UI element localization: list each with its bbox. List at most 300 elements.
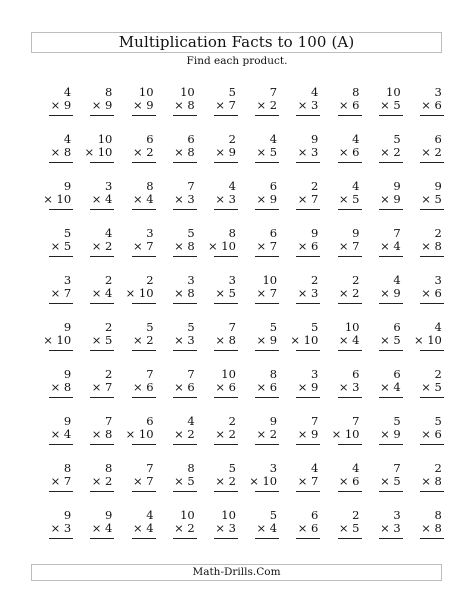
problem xyxy=(242,180,283,227)
answer-line xyxy=(420,538,444,539)
problem-multiplier: × 10 xyxy=(208,239,236,253)
answer-line xyxy=(132,538,156,539)
answer-line xyxy=(420,491,444,492)
problem-top-number: 2 xyxy=(352,273,360,287)
problem xyxy=(201,415,242,462)
answer-line xyxy=(173,303,197,304)
problem xyxy=(407,462,448,509)
problem-multiplier: × 9 xyxy=(215,145,236,159)
problem-multiplier: × 10 xyxy=(125,427,154,441)
answer-line xyxy=(214,303,238,304)
problem-multiplier: × 10 xyxy=(125,286,154,300)
answer-line xyxy=(420,115,444,116)
problem xyxy=(324,415,365,462)
problem-multiplier: × 9 xyxy=(50,98,72,112)
answer-line xyxy=(214,209,238,210)
problem-multiplier: × 2 xyxy=(256,427,278,441)
answer-line xyxy=(214,256,238,257)
problem xyxy=(242,509,283,556)
answer-line xyxy=(296,444,320,445)
answer-line xyxy=(420,303,444,304)
problem-top-number: 6 xyxy=(269,226,278,240)
problem-multiplier: × 2 xyxy=(256,98,278,112)
problem xyxy=(324,509,365,556)
problem-multiplier: × 2 xyxy=(174,427,195,441)
problem-top-number: 4 xyxy=(393,273,401,287)
problem-top-number: 3 xyxy=(393,508,401,522)
problem-multiplier: × 7 xyxy=(256,286,278,300)
answer-line xyxy=(379,538,403,539)
problem xyxy=(283,321,324,368)
problem xyxy=(324,368,365,415)
problem-top-number: 8 xyxy=(63,461,72,475)
problem-top-number: 4 xyxy=(352,132,360,146)
problem-top-number: 2 xyxy=(434,461,442,475)
problem-multiplier: × 4 xyxy=(338,333,360,347)
problem-multiplier: × 2 xyxy=(421,145,442,159)
problem xyxy=(77,180,118,227)
problem-multiplier: × 5 xyxy=(421,380,442,394)
problem-multiplier: × 5 xyxy=(50,239,72,253)
instructions: Find each product. xyxy=(186,55,288,67)
footer-brand: Math-Drills.Com xyxy=(192,566,281,579)
answer-line xyxy=(338,303,362,304)
answer-line xyxy=(296,538,320,539)
answer-line xyxy=(338,162,362,163)
answer-line xyxy=(338,397,362,398)
problem-multiplier: × 10 xyxy=(290,333,319,347)
problem-top-number: 5 xyxy=(269,320,278,334)
problem-top-number: 6 xyxy=(187,132,195,146)
problem-multiplier: × 5 xyxy=(91,333,113,347)
problem xyxy=(242,462,283,509)
problem xyxy=(77,227,118,274)
problem xyxy=(366,368,407,415)
problem-multiplier: × 5 xyxy=(338,192,360,206)
answer-line xyxy=(173,350,197,351)
problem-top-number: 6 xyxy=(146,414,154,428)
problem-top-number: 8 xyxy=(105,461,113,475)
answer-line xyxy=(338,115,362,116)
problem-top-number: 2 xyxy=(105,367,113,381)
problem xyxy=(201,86,242,133)
problem xyxy=(242,321,283,368)
problem-multiplier: × 3 xyxy=(174,333,195,347)
answer-line xyxy=(379,303,403,304)
problem-multiplier: × 5 xyxy=(380,98,401,112)
problem xyxy=(283,368,324,415)
answer-line xyxy=(255,397,279,398)
problem-top-number: 2 xyxy=(434,367,442,381)
answer-line xyxy=(132,115,156,116)
answer-line xyxy=(296,115,320,116)
problem-top-number: 5 xyxy=(63,226,72,240)
problem-multiplier: × 10 xyxy=(249,474,278,488)
problem-multiplier: × 6 xyxy=(297,521,319,535)
problem-top-number: 8 xyxy=(146,179,154,193)
problem-multiplier: × 10 xyxy=(43,333,72,347)
problem-multiplier: × 6 xyxy=(338,98,360,112)
problem xyxy=(324,133,365,180)
answer-line xyxy=(338,491,362,492)
problem-top-number: 7 xyxy=(310,414,319,428)
problem-multiplier: × 5 xyxy=(380,474,401,488)
answer-line xyxy=(132,209,156,210)
problem-multiplier: × 6 xyxy=(174,380,195,394)
problem xyxy=(118,86,159,133)
answer-line xyxy=(255,444,279,445)
problem-multiplier: × 2 xyxy=(132,333,154,347)
problem-multiplier: × 3 xyxy=(215,192,236,206)
problem-top-number: 9 xyxy=(352,226,360,240)
problem xyxy=(366,133,407,180)
problem-multiplier: × 7 xyxy=(50,474,72,488)
problem-multiplier: × 9 xyxy=(256,192,278,206)
answer-line xyxy=(90,444,114,445)
problem-top-number: 5 xyxy=(187,226,195,240)
problem-multiplier: × 3 xyxy=(174,192,195,206)
problem-multiplier: × 4 xyxy=(91,521,113,535)
problem xyxy=(160,321,201,368)
problem-top-number: 2 xyxy=(352,508,360,522)
answer-line xyxy=(90,491,114,492)
answer-line xyxy=(49,256,73,257)
problem-top-number: 8 xyxy=(434,508,442,522)
problem xyxy=(201,133,242,180)
problem-top-number: 9 xyxy=(63,320,72,334)
problem xyxy=(366,509,407,556)
problem xyxy=(283,133,324,180)
problem-multiplier: × 7 xyxy=(50,286,72,300)
problem xyxy=(118,368,159,415)
problem xyxy=(160,415,201,462)
problem-top-number: 5 xyxy=(146,320,154,334)
problem-top-number: 4 xyxy=(310,85,319,99)
answer-line xyxy=(214,491,238,492)
problem-top-number: 8 xyxy=(187,461,195,475)
problem xyxy=(160,509,201,556)
answer-line xyxy=(420,444,444,445)
problem-multiplier: × 9 xyxy=(380,192,401,206)
problem-multiplier: × 10 xyxy=(84,145,113,159)
problem-grid xyxy=(36,86,448,556)
problem-top-number: 9 xyxy=(63,414,72,428)
problem xyxy=(324,321,365,368)
answer-line xyxy=(90,303,114,304)
problem-multiplier: × 3 xyxy=(215,521,236,535)
problem-top-number: 10 xyxy=(138,85,154,99)
problem-multiplier: × 4 xyxy=(91,192,113,206)
problem xyxy=(36,462,77,509)
problem-top-number: 10 xyxy=(344,320,360,334)
problem xyxy=(118,462,159,509)
answer-line xyxy=(420,256,444,257)
answer-line xyxy=(420,350,444,351)
problem-top-number: 5 xyxy=(434,414,442,428)
problem-top-number: 3 xyxy=(187,273,195,287)
problem xyxy=(36,321,77,368)
problem xyxy=(324,462,365,509)
problem xyxy=(407,86,448,133)
problem-multiplier: × 4 xyxy=(380,380,401,394)
problem xyxy=(201,509,242,556)
answer-line xyxy=(49,162,73,163)
problem xyxy=(242,415,283,462)
problem-top-number: 6 xyxy=(434,132,442,146)
answer-line xyxy=(132,303,156,304)
problem-top-number: 3 xyxy=(105,179,113,193)
problem-top-number: 4 xyxy=(434,320,442,334)
answer-line xyxy=(173,538,197,539)
answer-line xyxy=(379,115,403,116)
problem-top-number: 5 xyxy=(393,414,401,428)
answer-line xyxy=(420,209,444,210)
problem-multiplier: × 10 xyxy=(413,333,442,347)
problem-multiplier: × 7 xyxy=(256,239,278,253)
problem-top-number: 5 xyxy=(228,461,236,475)
problem-multiplier: × 6 xyxy=(338,474,360,488)
answer-line xyxy=(49,303,73,304)
problem xyxy=(407,274,448,321)
problem xyxy=(242,133,283,180)
problem-top-number: 4 xyxy=(310,461,319,475)
problem xyxy=(160,227,201,274)
problem-top-number: 4 xyxy=(63,132,72,146)
problem xyxy=(407,133,448,180)
problem xyxy=(201,274,242,321)
problem-top-number: 9 xyxy=(105,508,113,522)
answer-line xyxy=(49,491,73,492)
answer-line xyxy=(173,444,197,445)
problem xyxy=(366,180,407,227)
problem xyxy=(407,509,448,556)
title-box xyxy=(31,32,442,53)
problem-top-number: 9 xyxy=(434,179,442,193)
problem-multiplier: × 3 xyxy=(297,98,319,112)
problem-multiplier: × 10 xyxy=(43,192,72,206)
problem-top-number: 2 xyxy=(105,273,113,287)
problem-multiplier: × 6 xyxy=(256,380,278,394)
answer-line xyxy=(173,209,197,210)
answer-line xyxy=(420,397,444,398)
problem-multiplier: × 9 xyxy=(297,380,319,394)
answer-line xyxy=(255,256,279,257)
problem-top-number: 9 xyxy=(63,508,72,522)
problem-multiplier: × 5 xyxy=(338,521,360,535)
problem-multiplier: × 8 xyxy=(174,98,195,112)
problem-multiplier: × 6 xyxy=(421,98,442,112)
problem xyxy=(324,274,365,321)
answer-line xyxy=(338,444,362,445)
problem xyxy=(366,274,407,321)
answer-line xyxy=(90,162,114,163)
problem-multiplier: × 5 xyxy=(380,333,401,347)
answer-line xyxy=(255,115,279,116)
answer-line xyxy=(173,115,197,116)
problem-top-number: 5 xyxy=(393,132,401,146)
answer-line xyxy=(173,491,197,492)
problem-multiplier: × 3 xyxy=(297,145,319,159)
answer-line xyxy=(296,491,320,492)
problem-top-number: 9 xyxy=(393,179,401,193)
problem xyxy=(36,133,77,180)
problem-top-number: 7 xyxy=(393,226,401,240)
problem-multiplier: × 9 xyxy=(380,286,401,300)
problem-top-number: 7 xyxy=(187,179,195,193)
answer-line xyxy=(132,397,156,398)
answer-line xyxy=(379,350,403,351)
problem xyxy=(242,86,283,133)
problem xyxy=(118,227,159,274)
problem-top-number: 8 xyxy=(105,85,113,99)
problem-multiplier: × 2 xyxy=(215,427,236,441)
problem-multiplier: × 6 xyxy=(338,145,360,159)
problem-multiplier: × 9 xyxy=(380,427,401,441)
answer-line xyxy=(255,491,279,492)
problem xyxy=(36,509,77,556)
problem xyxy=(36,227,77,274)
answer-line xyxy=(255,350,279,351)
problem-top-number: 5 xyxy=(269,508,278,522)
problem-multiplier: × 9 xyxy=(132,98,154,112)
problem xyxy=(407,227,448,274)
problem xyxy=(118,133,159,180)
problem-top-number: 6 xyxy=(310,508,319,522)
problem xyxy=(366,321,407,368)
problem xyxy=(407,415,448,462)
problem-top-number: 10 xyxy=(221,367,236,381)
problem-multiplier: × 9 xyxy=(91,98,113,112)
answer-line xyxy=(214,350,238,351)
problem-top-number: 7 xyxy=(146,367,154,381)
answer-line xyxy=(132,491,156,492)
problem-top-number: 3 xyxy=(310,367,319,381)
answer-line xyxy=(90,209,114,210)
problem-top-number: 2 xyxy=(228,132,236,146)
problem-multiplier: × 3 xyxy=(380,521,401,535)
problem xyxy=(283,227,324,274)
problem xyxy=(160,133,201,180)
problem-top-number: 10 xyxy=(97,132,113,146)
answer-line xyxy=(173,256,197,257)
problem-top-number: 8 xyxy=(352,85,360,99)
answer-line xyxy=(379,162,403,163)
answer-line xyxy=(338,209,362,210)
problem-multiplier: × 2 xyxy=(338,286,360,300)
problem xyxy=(77,509,118,556)
problem-multiplier: × 9 xyxy=(297,427,319,441)
problem xyxy=(201,462,242,509)
problem-top-number: 6 xyxy=(269,179,278,193)
problem xyxy=(118,415,159,462)
problem-multiplier: × 5 xyxy=(174,474,195,488)
problem-multiplier: × 8 xyxy=(421,521,442,535)
problem-top-number: 3 xyxy=(434,85,442,99)
problem-multiplier: × 8 xyxy=(421,474,442,488)
problem-top-number: 5 xyxy=(187,320,195,334)
problem-top-number: 3 xyxy=(434,273,442,287)
problem-top-number: 6 xyxy=(393,320,401,334)
problem-multiplier: × 4 xyxy=(380,239,401,253)
problem-top-number: 3 xyxy=(269,461,278,475)
problem-top-number: 10 xyxy=(221,508,236,522)
problem xyxy=(201,180,242,227)
problem-top-number: 7 xyxy=(146,461,154,475)
problem xyxy=(283,180,324,227)
problem xyxy=(77,321,118,368)
problem xyxy=(77,133,118,180)
problem-top-number: 10 xyxy=(262,273,278,287)
answer-line xyxy=(338,350,362,351)
problem-multiplier: × 10 xyxy=(331,427,360,441)
problem-multiplier: × 6 xyxy=(215,380,236,394)
problem xyxy=(36,86,77,133)
answer-line xyxy=(49,350,73,351)
answer-line xyxy=(49,209,73,210)
answer-line xyxy=(255,303,279,304)
problem-top-number: 7 xyxy=(228,320,236,334)
answer-line xyxy=(90,397,114,398)
problem xyxy=(36,180,77,227)
answer-line xyxy=(296,397,320,398)
answer-line xyxy=(90,538,114,539)
problem-top-number: 9 xyxy=(269,414,278,428)
answer-line xyxy=(173,397,197,398)
problem-multiplier: × 5 xyxy=(215,286,236,300)
problem xyxy=(201,321,242,368)
problem-top-number: 9 xyxy=(63,179,72,193)
problem-top-number: 7 xyxy=(269,85,278,99)
answer-line xyxy=(132,256,156,257)
problem xyxy=(118,509,159,556)
problem xyxy=(160,462,201,509)
problem-multiplier: × 2 xyxy=(215,474,236,488)
problem-top-number: 4 xyxy=(228,179,236,193)
answer-line xyxy=(255,162,279,163)
answer-line xyxy=(338,256,362,257)
problem-multiplier: × 2 xyxy=(91,239,113,253)
problem-multiplier: × 5 xyxy=(256,145,278,159)
problem xyxy=(242,368,283,415)
problem-multiplier: × 7 xyxy=(338,239,360,253)
problem-multiplier: × 6 xyxy=(132,380,154,394)
answer-line xyxy=(173,162,197,163)
problem-top-number: 6 xyxy=(146,132,154,146)
problem-multiplier: × 7 xyxy=(215,98,236,112)
answer-line xyxy=(296,162,320,163)
problem-multiplier: × 7 xyxy=(132,239,154,253)
answer-line xyxy=(296,209,320,210)
answer-line xyxy=(90,115,114,116)
problem-multiplier: × 4 xyxy=(132,521,154,535)
problem-top-number: 9 xyxy=(310,226,319,240)
problem xyxy=(407,180,448,227)
problem-top-number: 4 xyxy=(63,85,72,99)
answer-line xyxy=(255,538,279,539)
problem-top-number: 2 xyxy=(434,226,442,240)
problem-top-number: 7 xyxy=(105,414,113,428)
problem-top-number: 9 xyxy=(310,132,319,146)
problem-top-number: 2 xyxy=(146,273,154,287)
problem-top-number: 2 xyxy=(228,414,236,428)
answer-line xyxy=(214,162,238,163)
problem-top-number: 5 xyxy=(228,85,236,99)
problem-multiplier: × 7 xyxy=(91,380,113,394)
problem-multiplier: × 8 xyxy=(174,239,195,253)
problem xyxy=(36,368,77,415)
problem xyxy=(366,415,407,462)
problem-top-number: 3 xyxy=(63,273,72,287)
